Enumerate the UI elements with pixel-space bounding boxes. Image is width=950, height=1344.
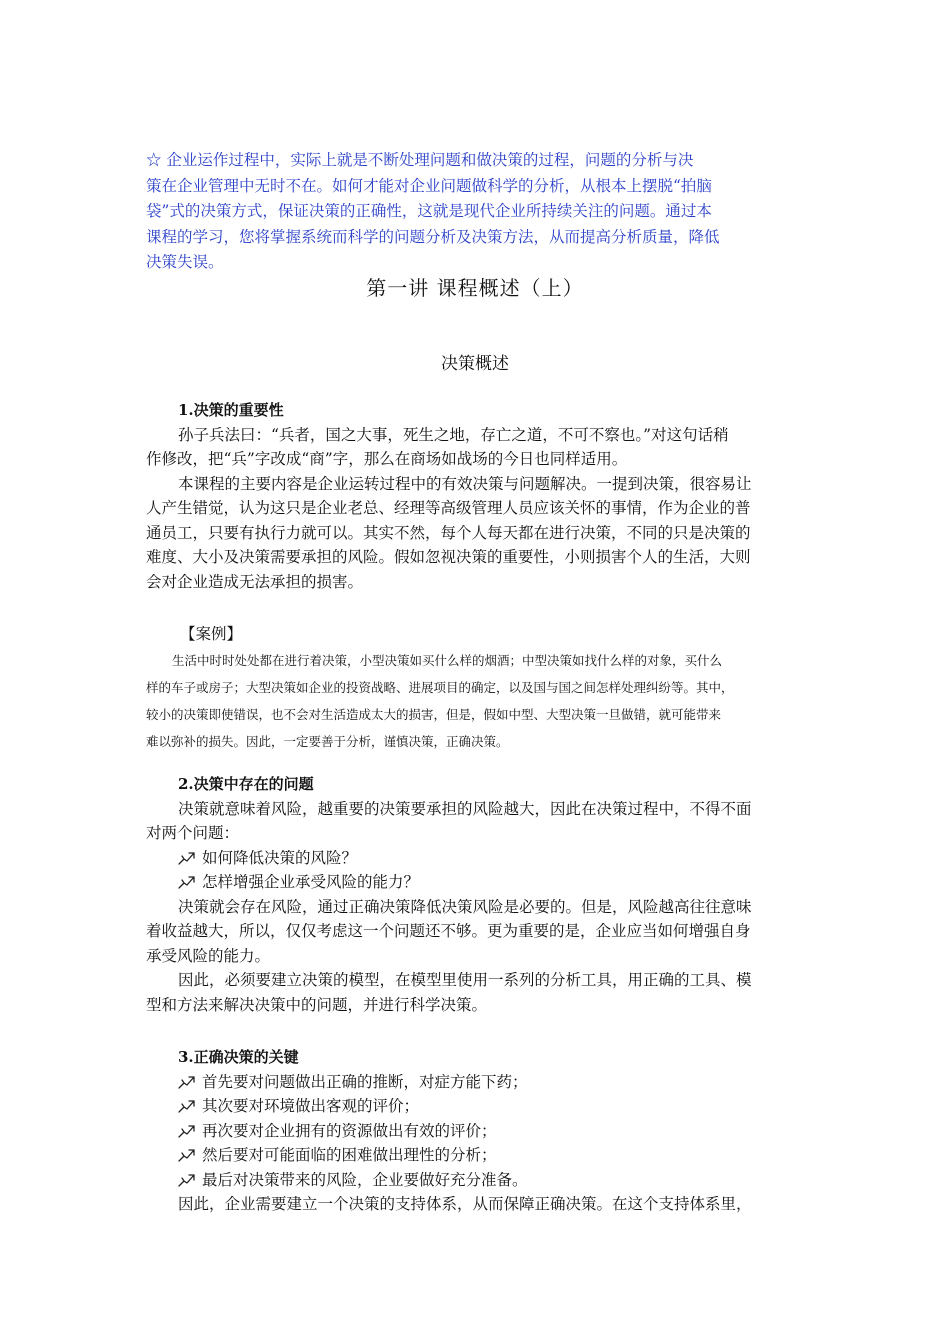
bullet-item	[146, 1094, 816, 1119]
case-line: 较小的决策即使错误，也不会对生活造成太大的损害，但是，假如中型、大型决策一旦做错，就可能带来	[146, 707, 722, 722]
section-2	[146, 772, 816, 1017]
paragraph-line: 因此，必须要建立决策的模型，在模型里使用一系列的分析工具，用正确的工具、模	[178, 971, 752, 989]
bullet-item	[146, 1119, 816, 1144]
intro-line: 课程的学习，您将掌握系统而科学的问题分析及决策方法，从而提高分析质量，降低	[146, 227, 720, 246]
paragraph-line: 承受风险的能力。	[146, 946, 271, 965]
bullet-text: 再次要对企业拥有的资源做出有效的评价；	[202, 1121, 497, 1140]
intro-line: ☆ 企业运作过程中，实际上就是不断处理问题和做决策的过程，问题的分析与决	[146, 151, 694, 169]
paragraph-line: 决策就意味着风险，越重要的决策要承担的风险越大，因此在决策过程中，不得不面	[178, 799, 752, 818]
paragraph-line: 难度、大小及决策需要承担的风险。假如忽视决策的重要性，小则损害个人的生活，大则	[146, 548, 751, 566]
intro-line: 袋”式的决策方式，保证决策的正确性，这就是现代企业所持续关注的问题。通过本	[146, 202, 712, 220]
section-3	[146, 1045, 816, 1217]
section-1	[146, 398, 816, 594]
paragraph-line: 决策就会存在风险，通过正确决策降低决策风险是必要的。但是，风险越高往往意味	[178, 897, 752, 916]
bullet-item	[146, 1143, 816, 1168]
bullet-text: 其次要对环境做出客观的评价；	[202, 1097, 420, 1115]
bullet-item	[146, 846, 816, 871]
paragraph-line: 型和方法来解决决策中的问题，并进行科学决策。	[146, 995, 488, 1014]
case-label-block	[146, 622, 816, 647]
lecture-title: 第一讲 课程概述（上）	[366, 276, 584, 300]
paragraph-line: 着收益越大，所以，仅仅考虑这一个问题还不够。更为重要的是，企业应当如何增强自身	[146, 922, 751, 940]
intro-line: 策在企业管理中无时不在。如何才能对企业问题做科学的分析，从根本上摆脱“拍脑	[146, 176, 712, 195]
bullet-text: 怎样增强企业承受风险的能力？	[202, 873, 420, 891]
bullet-item	[146, 1168, 816, 1193]
pointing-hand-icon	[178, 846, 202, 871]
intro-paragraph	[146, 148, 796, 276]
case-line: 难以弥补的损失。因此，一定要善于分析，谨慎决策，正确决策。	[146, 734, 509, 749]
bullet-text: 最后对决策带来的风险，企业要做好充分准备。	[202, 1170, 528, 1189]
pointing-hand-icon	[178, 1094, 202, 1119]
section-2-heading: 2.决策中存在的问题	[178, 775, 314, 793]
case-text	[146, 647, 826, 755]
paragraph-line: 通员工，只要有执行力就可以。其实不然，每个人每天都在进行决策，不同的只是决策的	[146, 523, 751, 542]
pointing-hand-icon	[178, 1168, 202, 1193]
paragraph-line: 本课程的主要内容是企业运转过程中的有效决策与问题解决。一提到决策，很容易让	[178, 474, 752, 493]
section-3-heading: 3.正确决策的关键	[178, 1048, 299, 1066]
bullet-item	[146, 870, 816, 895]
case-line: 生活中时时处处都在进行着决策，小型决策如买什么样的烟酒；中型决策如找什么样的对象，买什么	[172, 653, 723, 668]
pointing-hand-icon	[178, 1143, 202, 1168]
pointing-hand-icon	[178, 1070, 202, 1095]
pointing-hand-icon	[178, 870, 202, 895]
bullet-text: 如何降低决策的风险？	[202, 848, 358, 867]
section-title: 决策概述	[441, 354, 509, 374]
case-label: 【案例】	[180, 625, 243, 643]
bullet-item	[146, 1070, 816, 1095]
paragraph-line: 人产生错觉，认为这只是企业老总、经理等高级管理人员应该关怀的事情，作为企业的普	[146, 499, 751, 517]
paragraph-line: 因此，企业需要建立一个决策的支持体系，从而保障正确决策。在这个支持体系里，	[178, 1195, 752, 1213]
paragraph-line: 对两个问题：	[146, 824, 240, 842]
bullet-text: 首先要对问题做出正确的推断，对症方能下药；	[202, 1072, 528, 1091]
paragraph-line: 作修改，把“兵”字改成“商”字，那么在商场如战场的今日也同样适用。	[146, 450, 628, 468]
paragraph-line: 会对企业造成无法承担的损害。	[146, 572, 364, 591]
pointing-hand-icon	[178, 1119, 202, 1144]
paragraph-line: 孙子兵法曰：“兵者，国之大事，死生之地，存亡之道，不可不察也。”对这句话稍	[178, 425, 729, 444]
case-line: 样的车子或房子；大型决策如企业的投资战略、进展项目的确定，以及国与国之间怎样处理纠纷等。其中，	[146, 680, 734, 695]
bullet-text: 然后要对可能面临的困难做出理性的分析；	[202, 1146, 497, 1164]
section-1-heading: 1.决策的重要性	[178, 401, 284, 419]
intro-line: 决策失误。	[146, 253, 224, 271]
